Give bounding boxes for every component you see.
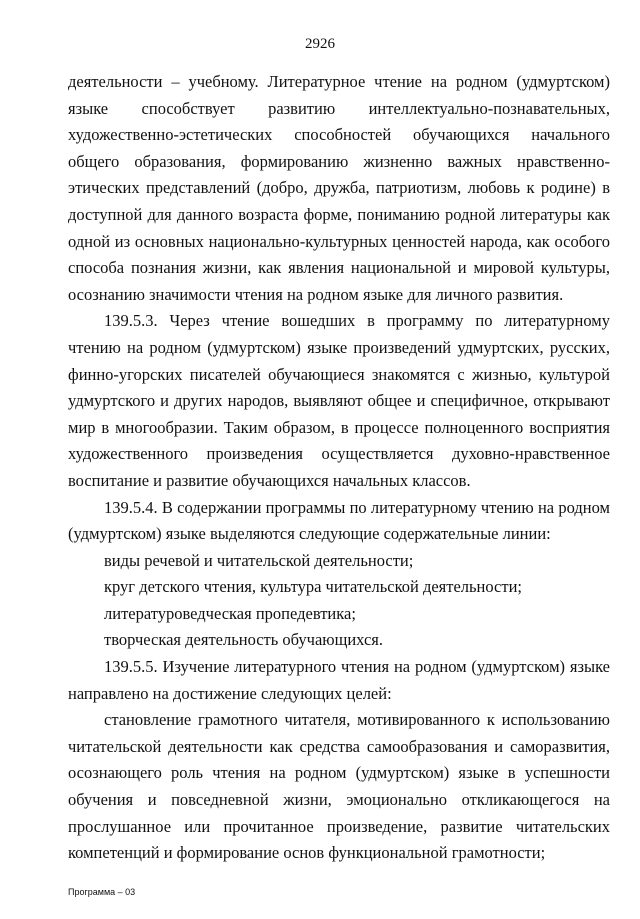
- paragraph-continuation: деятельности – учебному. Литературное чтение на родном (удмуртском) языке способствует развитию интеллектуально-познавательных, художественно-эстетических способностей обучающихся начального общего образования, формированию жизненно важных нравственно-этических представлений (добро, дружба, патриотизм, любовь к родине) в доступной для данного возраста форме, пониманию родной литературы как одной из основных национально-культурных ценностей народа, как особого способа познания жизни, как явления национальной и мировой культуры, осознанию значимости чтения на родном языке для личного развития.: [68, 72, 610, 304]
- paragraph-139-5-5: 139.5.5. Изучение литературного чтения на родном (удмуртском) языке направлено на достижение следующих целей:: [68, 657, 610, 703]
- page-number: 2926: [305, 36, 335, 52]
- list-item: литературоведческая пропедевтика;: [104, 603, 356, 623]
- goal-item: становление грамотного читателя, мотивированного к использованию читательской деятельности как средства самообразования и саморазвития, осознающего роль чтения на родном (удмуртском) языке в успешности обучения и повседневной жизни, эмоционально откликающегося на прослушанное или прочитанное произведение, развитие читательских компетенций и формирование основ функциональной грамотности;: [68, 710, 610, 863]
- list-item: круг детского чтения, культура читательской деятельности;: [104, 577, 522, 597]
- document-body: [68, 69, 610, 867]
- paragraph-139-5-4: 139.5.4. В содержании программы по литературному чтению на родном (удмуртском) языке выделяются следующие содержательные линии:: [68, 497, 610, 544]
- footer-label: Программа – 03: [68, 887, 136, 897]
- list-item: виды речевой и читательской деятельности;: [104, 550, 414, 570]
- list-item: творческая деятельность обучающихся.: [104, 630, 383, 650]
- paragraph-139-5-3: 139.5.3. Через чтение вошедших в программу по литературному чтению на родном (удмуртском) языке произведений удмуртских, русских, финно-угорских писателей обучающиеся знакомятся с жизнью, культурой удмуртского и других народов, выявляют общее и специфичное, открывают мир в многообразии. Таким образом, в процессе полноценного восприятия художественного произведения осуществляется духовно-нравственное воспитание и развитие обучающихся начальных классов.: [68, 311, 610, 490]
